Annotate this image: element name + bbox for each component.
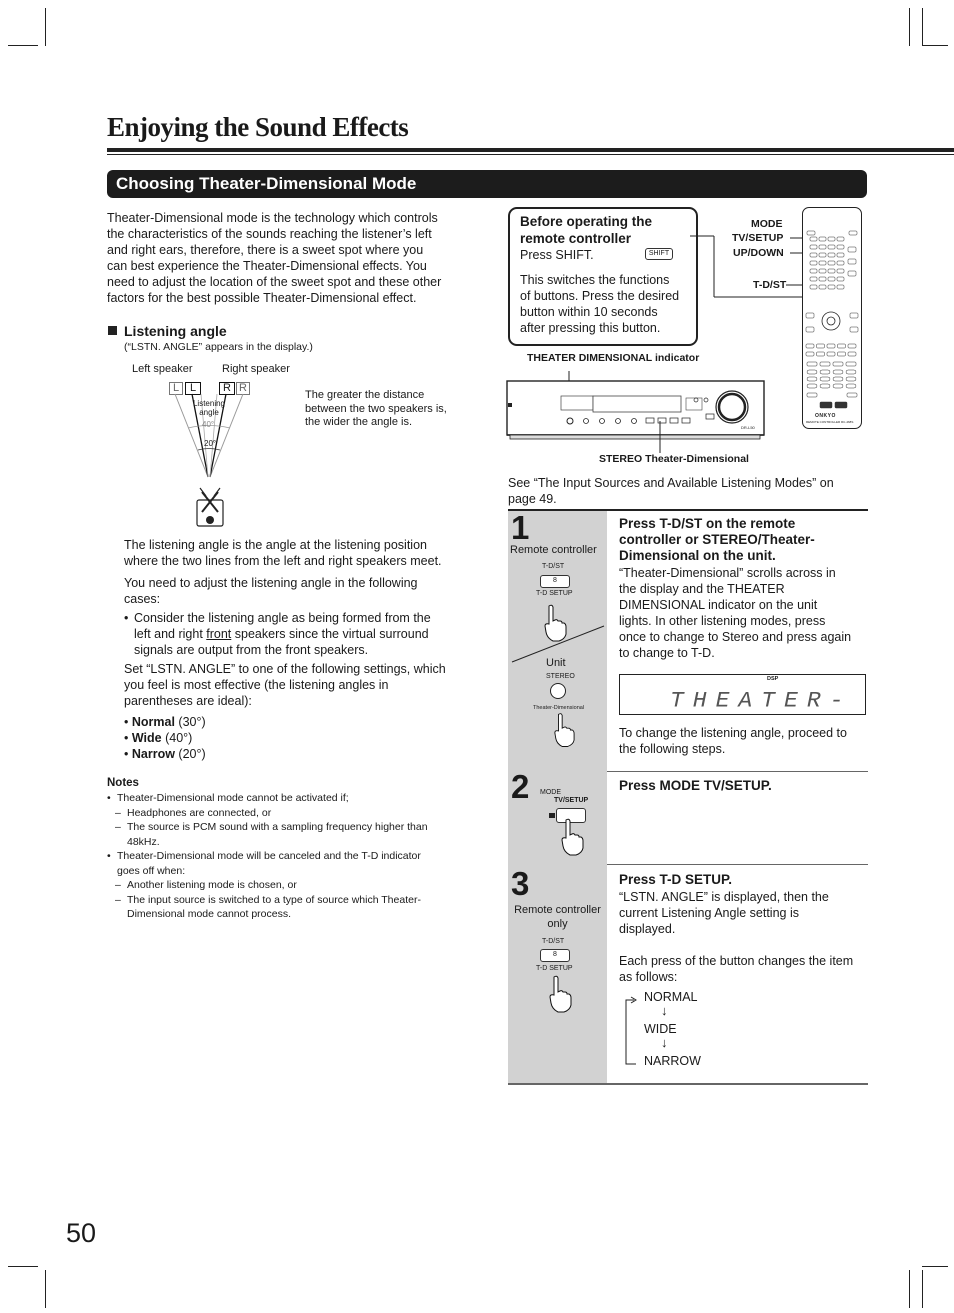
- page-number: 50: [66, 1218, 97, 1248]
- intro-line: and right ears, therefore, there is a sweet spot where you: [107, 243, 424, 257]
- title-rule-thin: [107, 154, 954, 155]
- display-text: THEATER-: [670, 688, 853, 714]
- remote-key: [850, 327, 858, 332]
- step1-btn-top: T-D/ST: [542, 563, 565, 570]
- remote-key: [837, 245, 844, 249]
- note-item: goes off when:: [117, 864, 186, 877]
- remote-key: [837, 269, 844, 273]
- remote-key: [837, 277, 844, 281]
- notes-heading: Notes: [107, 777, 139, 789]
- step-divider: [607, 771, 868, 772]
- remote-key: [810, 253, 817, 257]
- press-shift-text: Press SHIFT.: [520, 248, 594, 262]
- shift-button: SHIFT: [645, 248, 673, 260]
- remote-key: [828, 261, 835, 265]
- remote-key: [837, 285, 844, 289]
- remote-key: [810, 277, 817, 281]
- remote-label-tdst: T-D/ST: [753, 279, 787, 291]
- theater-indicator-label: THEATER DIMENSIONAL indicator: [527, 352, 700, 364]
- angle-40-label: 40°: [202, 420, 215, 429]
- remote-key: [846, 384, 856, 388]
- remote-key: [819, 245, 826, 249]
- step2-btn-top: MODE: [540, 789, 561, 796]
- section-title: Choosing Theater-Dimensional Mode: [107, 170, 867, 198]
- step2-heading: Press MODE TV/SETUP.: [619, 778, 772, 793]
- remote-key: [810, 261, 817, 265]
- step1-remote-label: Remote controller: [510, 544, 597, 556]
- crop-mark: [45, 1270, 46, 1308]
- remote-key: [848, 259, 856, 264]
- remote-key: [828, 277, 835, 281]
- remote-key: [838, 352, 846, 356]
- stereo-button: [550, 683, 566, 699]
- remote-key: [837, 253, 844, 257]
- crop-mark: [922, 1270, 923, 1308]
- settings-list: [124, 714, 206, 762]
- remote-key: [828, 269, 835, 273]
- step1-btn-bottom: T-D SETUP: [536, 590, 573, 597]
- pointing-hand-icon: [560, 818, 584, 856]
- notes-list: [107, 791, 477, 922]
- cycle-item-normal: NORMAL: [644, 990, 698, 1004]
- remote-key: [846, 370, 856, 374]
- angle-20-label: 20°: [204, 439, 217, 448]
- speaker-l-inner: L: [185, 382, 201, 395]
- step-divider: [607, 864, 868, 865]
- pointing-hand-icon: [548, 975, 572, 1013]
- note-item: Dimensional mode cannot process.: [127, 908, 292, 920]
- remote-key: [848, 247, 856, 252]
- crop-mark: [922, 45, 948, 46]
- remote-key: [847, 393, 857, 397]
- step-number-3: 3: [511, 865, 530, 902]
- remote-key: [846, 377, 856, 381]
- step-number-1: 1: [511, 509, 530, 546]
- intro-line: need to adjust the location of the sweet spot and these other: [107, 275, 442, 289]
- before-operating-title: Before operating the remote controller: [520, 214, 653, 246]
- display-dsp-tag: DSP: [767, 676, 779, 682]
- remote-key: [806, 352, 814, 356]
- remote-key: [810, 285, 817, 289]
- crop-mark: [922, 8, 923, 46]
- remote-label-mode: MODE: [751, 218, 783, 230]
- listening-angle-note: (“LSTN. ANGLE” appears in the display.): [124, 341, 313, 353]
- setting-item: • Normal (30°): [124, 715, 206, 729]
- case-bullet: • Consider the listening angle as being formed from the left and right front speakers since the virtual surround signals are output from the front speakers.: [124, 611, 431, 657]
- main-unit: [506, 365, 768, 455]
- down-arrow-icon: ↓: [661, 1035, 668, 1050]
- square-bullet-icon: [108, 326, 117, 335]
- set-paragraph: Set “LSTN. ANGLE” to one of the following settings, which you feel is most effective (the listening angles in parentheses are ideal):: [124, 662, 446, 708]
- remote-key: [807, 370, 817, 374]
- remote-key: [817, 344, 825, 348]
- remote-key: [819, 277, 826, 281]
- remote-key: [833, 384, 843, 388]
- remote-key: [819, 237, 826, 241]
- remote-key: [835, 402, 847, 408]
- cycle-loop-arrow-icon: [620, 994, 640, 1068]
- step1-heading: Press T-D/ST on the remote controller or STEREO/Theater- Dimensional on the unit.: [619, 516, 815, 563]
- crop-mark: [8, 1266, 38, 1267]
- remote-buttons: [802, 207, 862, 429]
- adjust-paragraph: You need to adjust the listening angle in the following cases:: [124, 576, 418, 606]
- intro-line: Theater-Dimensional mode is the technology which controls: [107, 211, 438, 225]
- remote-key: [846, 362, 856, 366]
- speaker-r-inner: R: [219, 382, 235, 395]
- remote-key: [807, 384, 817, 388]
- step1-unit-btn-top: STEREO: [546, 673, 575, 680]
- remote-key: [850, 313, 858, 318]
- left-speaker-label: Left speaker: [132, 363, 193, 375]
- remote-brand: ONKYO: [815, 413, 836, 419]
- remote-key: [810, 269, 817, 273]
- crop-mark: [45, 8, 46, 46]
- note-item: – Headphones are connected, or: [115, 806, 272, 819]
- step3-btn-top: T-D/ST: [542, 938, 565, 945]
- intro-line: can best experience the Theater-Dimensional effects. You: [107, 259, 427, 273]
- crop-mark: [909, 8, 910, 46]
- tdst-button: 8: [540, 575, 570, 588]
- cycle-item-narrow: NARROW: [644, 1054, 701, 1068]
- remote-key: [820, 377, 830, 381]
- unit-model-label: DR-L50: [741, 425, 755, 430]
- see-reference: See “The Input Sources and Available Listening Modes” on page 49.: [508, 476, 834, 506]
- remote-key: [807, 377, 817, 381]
- crop-mark: [909, 1270, 910, 1308]
- remote-key: [817, 352, 825, 356]
- remote-key: [837, 237, 844, 241]
- note-item: – The source is PCM sound with a sampling frequency higher than: [115, 821, 428, 833]
- remote-key: [827, 352, 835, 356]
- note-item: 48kHz.: [127, 835, 160, 848]
- remote-key: [838, 344, 846, 348]
- step3-btn-bottom: T-D SETUP: [536, 965, 573, 972]
- remote-key: [819, 253, 826, 257]
- td-setup-button[interactable]: 8: [540, 949, 570, 962]
- stereo-td-label: STEREO Theater-Dimensional: [599, 453, 749, 465]
- remote-key: [819, 285, 826, 289]
- down-arrow-icon: ↓: [661, 1003, 668, 1018]
- intro-line: factors for the best possible Theater-Dimensional effect.: [107, 291, 417, 305]
- remote-key: [828, 253, 835, 257]
- pointing-hand-icon: [553, 711, 575, 749]
- remote-key: [828, 245, 835, 249]
- remote-key: [827, 317, 835, 325]
- title-rule: [107, 148, 954, 152]
- step2-btn-mid: TV/SETUP: [554, 797, 589, 804]
- step1-unit-btn-bottom: Theater-Dimensional: [533, 705, 585, 711]
- before-operating-body: This switches the functions of buttons. Press the desired button within 10 seconds after pressing this button.: [520, 273, 680, 335]
- step3-remote-label: Remote controller only: [514, 904, 601, 930]
- intro-paragraph: [107, 210, 477, 306]
- remote-label-up-down: UP/DOWN: [733, 247, 784, 259]
- mode-indicator: [549, 813, 555, 818]
- intro-line: the characteristics of the sounds reaching the listener’s left: [107, 227, 432, 241]
- remote-model: REMOTE CONTROLLER RC-468S: [806, 420, 854, 424]
- step3-heading: Press T-D SETUP.: [619, 872, 733, 887]
- remote-key: [810, 245, 817, 249]
- remote-key: [833, 370, 843, 374]
- remote-key: [806, 344, 814, 348]
- remote-key: [806, 313, 814, 318]
- note-item: • Theater-Dimensional mode will be canceled and the T-D indicator: [107, 850, 421, 862]
- remote-key: [828, 237, 835, 241]
- remote-key: [806, 327, 814, 332]
- right-speaker-label: Right speaker: [222, 363, 290, 375]
- remote-key: [807, 362, 817, 366]
- cycle-item-wide: WIDE: [644, 1022, 677, 1036]
- remote-key: [820, 402, 832, 408]
- page-title: Enjoying the Sound Effects: [107, 112, 409, 142]
- remote-key: [827, 344, 835, 348]
- remote-label-tv-setup: TV/SETUP: [732, 232, 784, 244]
- step1-after: To change the listening angle, proceed to the following steps.: [619, 726, 847, 756]
- remote-key: [848, 352, 856, 356]
- setting-item: • Wide (40°): [124, 731, 193, 745]
- step3-cycle-intro: Each press of the button changes the item as follows:: [619, 954, 854, 984]
- remote-key: [819, 261, 826, 265]
- speaker-l-outer: L: [169, 382, 183, 395]
- remote-key: [807, 231, 815, 235]
- remote-key: [848, 271, 856, 276]
- definition-paragraph: The listening angle is the angle at the listening position where the two lines from the left and right speakers meet.: [124, 538, 442, 568]
- remote-key: [810, 237, 817, 241]
- crop-mark: [8, 45, 38, 46]
- remote-key: [833, 362, 843, 366]
- note-item: • Theater-Dimensional mode cannot be activated if;: [107, 792, 349, 804]
- note-item: – The input source is switched to a type of source which Theater-: [115, 893, 421, 906]
- listening-angle-heading: Listening angle: [124, 323, 227, 339]
- step3-body: “LSTN. ANGLE” is displayed, then the current Listening Angle setting is displayed.: [619, 890, 829, 936]
- step-number-2: 2: [511, 768, 530, 805]
- remote-key: [819, 269, 826, 273]
- remote-key: [820, 384, 830, 388]
- steps-bottom-rule: [508, 1083, 868, 1085]
- remote-key: [849, 231, 857, 235]
- listening-angle-diagram-label: Listening angle: [192, 399, 226, 417]
- remote-key: [837, 261, 844, 265]
- step1-body: “Theater-Dimensional” scrolls across in the display and the THEATER DIMENSIONAL indicator on the unit lights. In other listening modes, press once to change to Stereo and press again to change to T-D.: [619, 566, 852, 660]
- step1-unit-label: Unit: [546, 657, 566, 669]
- note-item: – Another listening mode is chosen, or: [115, 879, 297, 891]
- remote-key: [820, 370, 830, 374]
- remote-key: [848, 344, 856, 348]
- distance-note: The greater the distance between the two speakers is, the wider the angle is.: [305, 389, 447, 428]
- remote-key: [820, 362, 830, 366]
- remote-key: [833, 377, 843, 381]
- setting-item: • Narrow (20°): [124, 747, 206, 761]
- bullet-dot: •: [124, 611, 129, 625]
- crop-mark: [922, 1266, 948, 1267]
- speaker-r-outer: R: [236, 382, 250, 395]
- remote-key: [828, 285, 835, 289]
- remote-key: [807, 393, 817, 397]
